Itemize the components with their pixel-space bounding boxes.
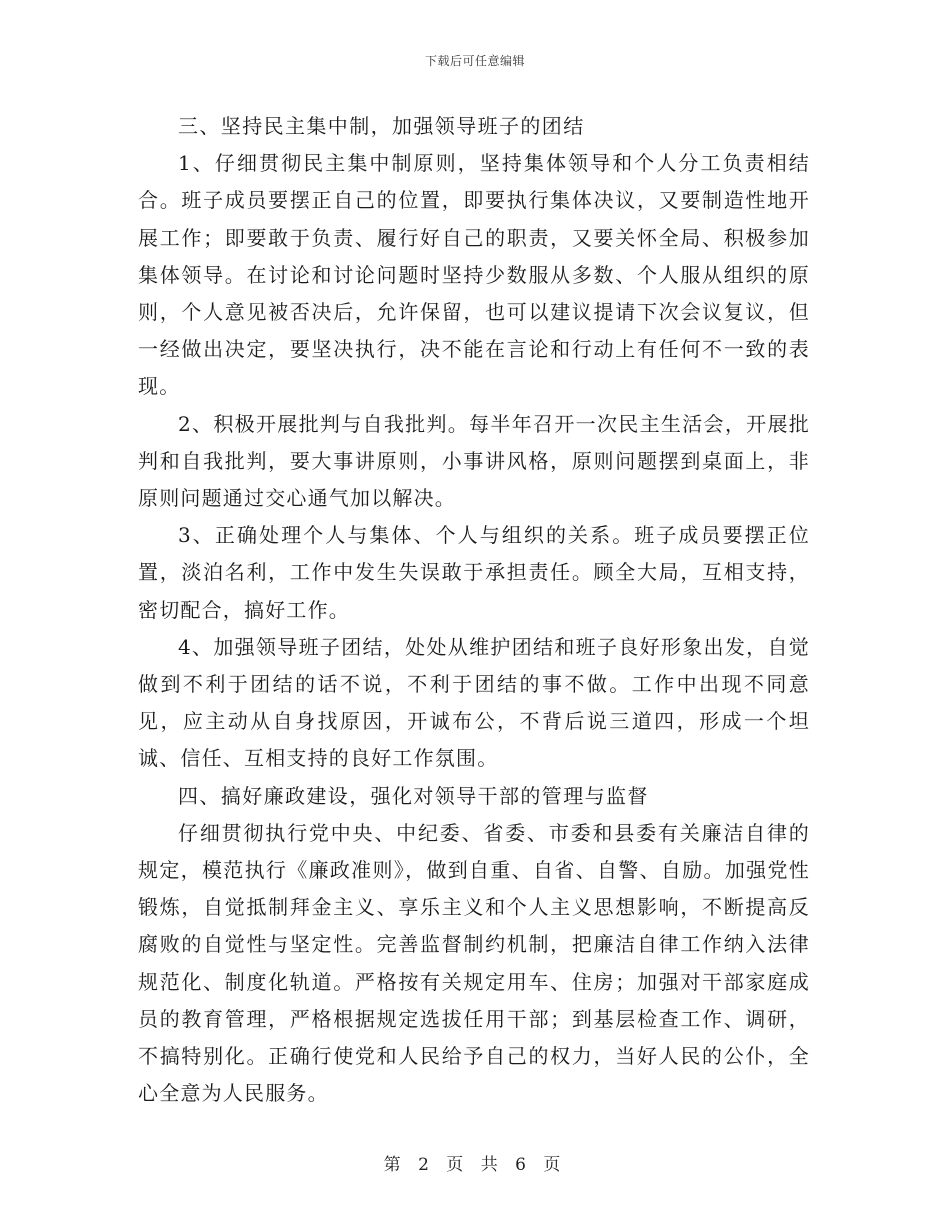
paragraph-3: 3、正确处理个人与集体、个人与组织的关系。班子成员要摆正位置，淡泊名利，工作中发生失误敢于承担责任。顾全大局，互相支持，密切配合，搞好工作。 xyxy=(138,523,810,622)
paragraph-1: 1、仔细贯彻民主集中制原则，坚持集体领导和个人分工负责相结合。班子成员要摆正自己的位置，即要执行集体决议，又要制造性地开展工作；即要敢于负责、履行好自己的职责，又要关怀全局、积极参加集体领导。在讨论和讨论问题时坚持少数服从多数、个人服从组织的原则，个人意见被否决后，允许保留，也可以建议提请下次会议复议，但一经做出决定，要坚决执行，决不能在言论和行动上有任何不一致的表现。 xyxy=(138,151,810,399)
page-header: 下载后可任意编辑 xyxy=(424,54,525,68)
document-body xyxy=(138,108,810,1112)
paragraph-5: 仔细贯彻执行党中央、中纪委、省委、市委和县委有关廉洁自律的规定，模范执行《廉政准则》，做到自重、自省、自警、自励。加强党性锻炼，自觉抵制拜金主义、享乐主义和个人主义思想影响，不断提高反腐败的自觉性与坚定性。完善监督制约机制，把廉洁自律工作纳入法律规范化、制度化轨道。严格按有关规定用车、住房；加强对干部家庭成员的教育管理，严格根据规定选拔任用干部；到基层检查工作、调研，不搞特别化。正确行使党和人民给予自己的权力，当好人民的公仆，全心全意为人民服务。 xyxy=(138,820,810,1106)
page-footer: 第 2 页 共 6 页 xyxy=(383,1155,567,1175)
section-heading-3: 三、坚持民主集中制，加强领导班子的团结 xyxy=(178,114,585,138)
paragraph-4: 4、加强领导班子团结，处处从维护团结和班子良好形象出发，自觉做到不利于团结的话不说，不利于团结的事不做。工作中出现不同意见，应主动从自身找原因，开诚布公，不背后说三道四，形成一个坦诚、信任、互相支持的良好工作氛围。 xyxy=(138,634,810,771)
paragraph-2: 2、积极开展批判与自我批判。每半年召开一次民主生活会，开展批判和自我批判，要大事讲原则，小事讲风格，原则问题摆到桌面上，非原则问题通过交心通气加以解决。 xyxy=(138,411,810,511)
section-heading-4: 四、搞好廉政建设，强化对领导干部的管理与监督 xyxy=(178,783,649,808)
